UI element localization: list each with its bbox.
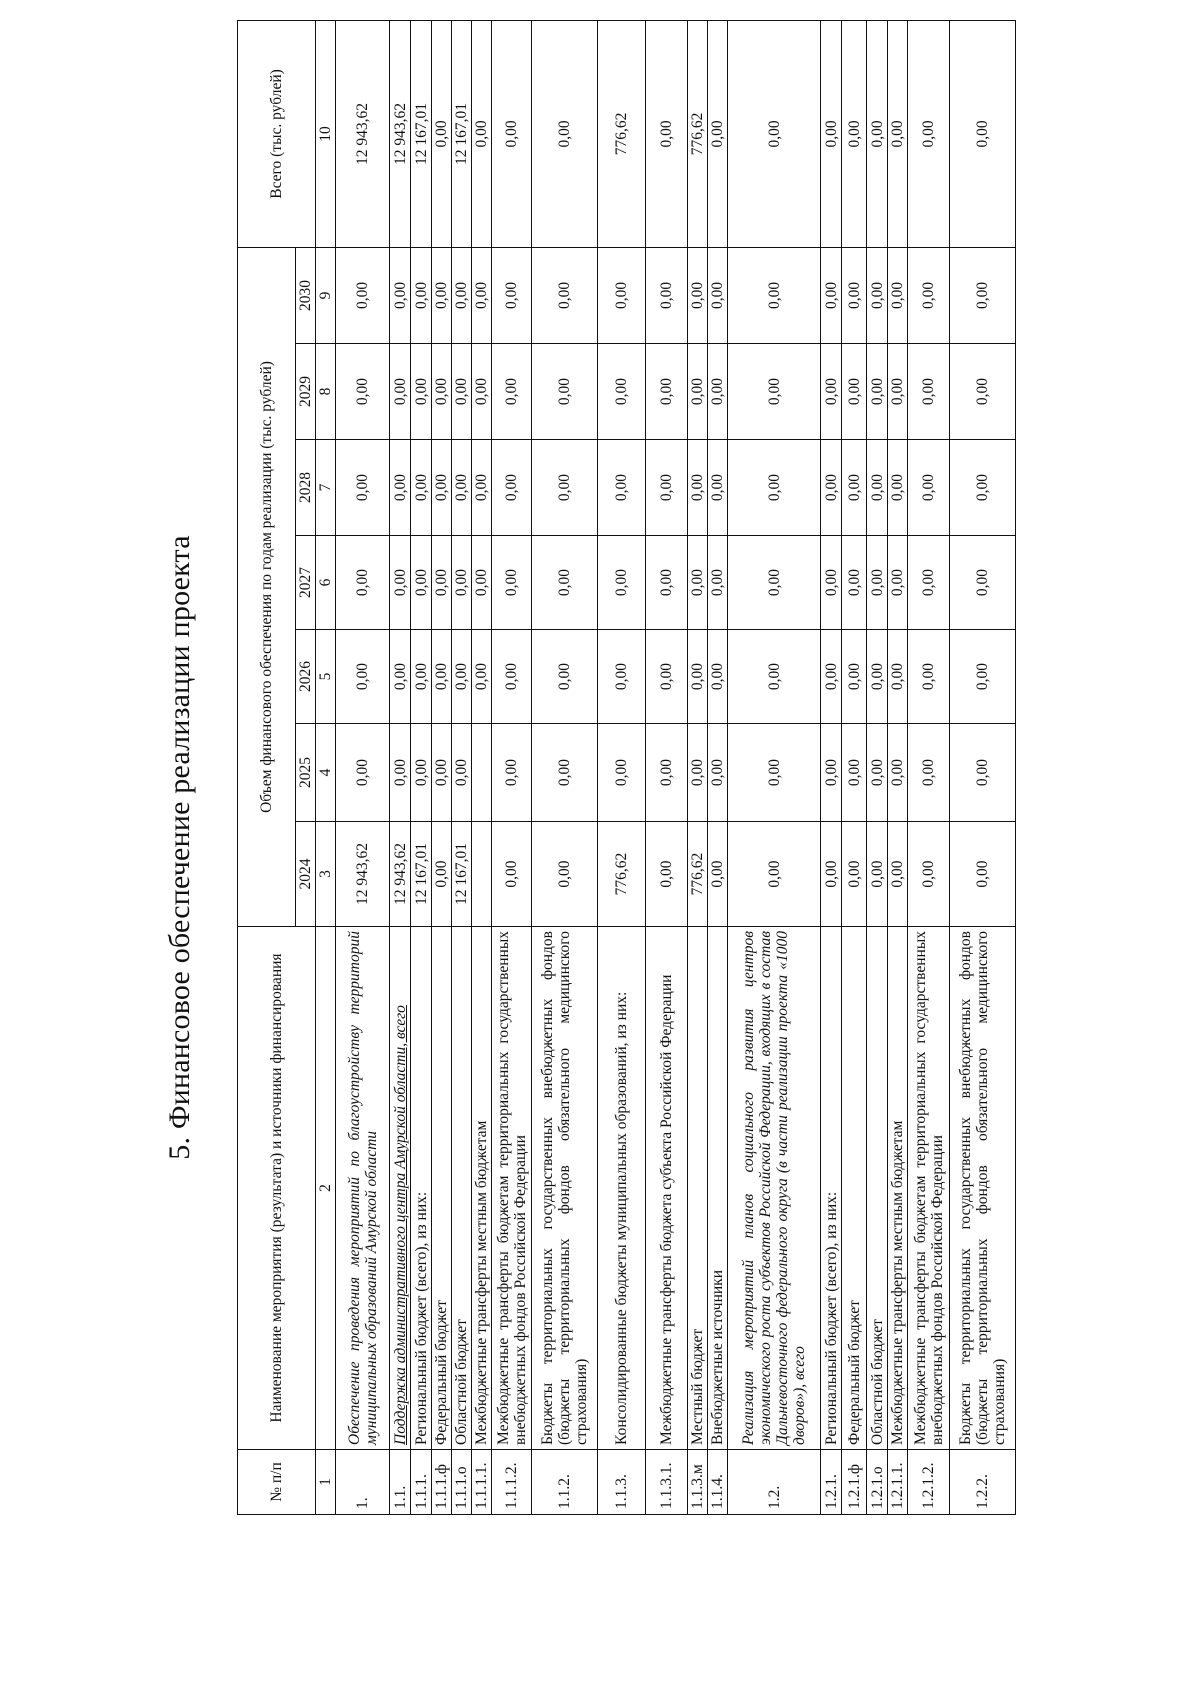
row-year-value: 0,00 — [646, 822, 688, 927]
row-year-value: 0,00 — [646, 724, 688, 822]
row-year-value: 0,00 — [646, 630, 688, 724]
row-year-value: 0,00 — [390, 247, 411, 343]
row-year-value: 0,00 — [472, 344, 492, 440]
header-total: Всего (тыс. рублей) — [238, 20, 316, 247]
row-year-value: 0,00 — [867, 344, 888, 440]
row-year-value: 0,00 — [432, 630, 452, 724]
column-index-cell: 2 — [316, 927, 336, 1450]
row-name: Областной бюджет — [452, 927, 472, 1450]
row-number: 1.1.1.2. — [492, 1450, 532, 1515]
row-year-value: 0,00 — [950, 822, 1016, 927]
row-year-value: 0,00 — [336, 630, 390, 724]
row-year-value: 0,00 — [432, 440, 452, 536]
row-year-value: 0,00 — [821, 536, 842, 630]
row-year-value: 0,00 — [598, 344, 646, 440]
row-year-value: 0,00 — [688, 724, 708, 822]
row-year-value: 0,00 — [432, 344, 452, 440]
row-year-value: 0,00 — [867, 536, 888, 630]
row-year-value: 0,00 — [821, 630, 842, 724]
row-year-value: 0,00 — [646, 536, 688, 630]
row-number: 1.1.3.1. — [646, 1450, 688, 1515]
row-year-value — [472, 724, 492, 822]
row-year-value: 0,00 — [646, 440, 688, 536]
row-name: Внебюджетные источники — [708, 927, 728, 1450]
row-name: Федеральный бюджет — [432, 927, 452, 1450]
row-name: Поддержка административного центра Амурской области, всего — [390, 927, 411, 1450]
row-year-value: 0,00 — [598, 630, 646, 724]
row-year-value: 0,00 — [532, 536, 598, 630]
table-row — [908, 20, 950, 1514]
row-year-value: 0,00 — [728, 822, 821, 927]
row-year-value: 0,00 — [821, 822, 842, 927]
row-number: 1.2.1.о — [867, 1450, 888, 1515]
row-number: 1.2. — [728, 1450, 821, 1515]
row-number: 1.1.1.о — [452, 1450, 472, 1515]
table-row — [472, 20, 492, 1514]
header-name: Наименование мероприятия (результата) и источники финансирования — [238, 927, 316, 1450]
row-number: 1.1.1.ф — [432, 1450, 452, 1515]
table-row — [336, 20, 390, 1514]
row-year-value: 0,00 — [708, 724, 728, 822]
row-year-value: 0,00 — [708, 247, 728, 343]
row-year-value: 0,00 — [598, 440, 646, 536]
row-year-value: 0,00 — [452, 724, 472, 822]
row-total: 0,00 — [842, 20, 867, 247]
column-index-cell: 6 — [316, 536, 336, 630]
row-year-value: 0,00 — [908, 822, 950, 927]
row-name: Межбюджетные трансферты местным бюджетам — [472, 927, 492, 1450]
row-year-value — [472, 822, 492, 927]
column-index-cell: 1 — [316, 1450, 336, 1515]
row-year-value: 0,00 — [532, 247, 598, 343]
row-year-value: 0,00 — [728, 630, 821, 724]
table-row — [452, 20, 472, 1514]
row-year-value: 0,00 — [908, 724, 950, 822]
row-year-value: 0,00 — [688, 344, 708, 440]
row-year-value: 0,00 — [867, 724, 888, 822]
row-year-value: 0,00 — [888, 630, 908, 724]
header-year: 2025 — [296, 724, 316, 822]
row-number: 1.2.1.ф — [842, 1450, 867, 1515]
row-year-value: 0,00 — [688, 630, 708, 724]
column-index-cell: 9 — [316, 247, 336, 343]
row-number: 1.1. — [390, 1450, 411, 1515]
row-year-value: 0,00 — [390, 536, 411, 630]
row-year-value: 0,00 — [390, 724, 411, 822]
row-number: 1. — [336, 1450, 390, 1515]
row-year-value: 0,00 — [888, 822, 908, 927]
row-year-value: 0,00 — [867, 247, 888, 343]
section-title: 5. Финансовое обеспечение реализации проекта — [163, 535, 196, 1160]
row-name: Местный бюджет — [688, 927, 708, 1450]
column-index-cell: 10 — [316, 20, 336, 247]
row-year-value: 776,62 — [598, 822, 646, 927]
row-year-value: 0,00 — [888, 247, 908, 343]
row-total: 0,00 — [708, 20, 728, 247]
row-year-value: 0,00 — [908, 247, 950, 343]
header-year: 2029 — [296, 344, 316, 440]
row-year-value: 0,00 — [708, 822, 728, 927]
row-year-value: 12 943,62 — [336, 822, 390, 927]
row-name: Межбюджетные трансферты бюджета субъекта Российской Федерации — [646, 927, 688, 1450]
row-year-value: 0,00 — [728, 247, 821, 343]
row-year-value: 0,00 — [532, 630, 598, 724]
row-year-value: 0,00 — [411, 440, 432, 536]
table-row — [708, 20, 728, 1514]
row-year-value: 0,00 — [888, 536, 908, 630]
row-year-value: 0,00 — [432, 724, 452, 822]
row-number: 1.2.1. — [821, 1450, 842, 1515]
table-body — [336, 20, 1016, 1514]
row-name: Межбюджетные трансферты бюджетам территориальных государственных внебюджетных фондов Российской Федерации — [908, 927, 950, 1450]
column-index-cell: 8 — [316, 344, 336, 440]
table-row — [821, 20, 842, 1514]
row-year-value: 0,00 — [728, 724, 821, 822]
row-name: Федеральный бюджет — [842, 927, 867, 1450]
row-number: 1.2.1.2. — [908, 1450, 950, 1515]
column-index-cell: 7 — [316, 440, 336, 536]
row-year-value: 0,00 — [950, 247, 1016, 343]
row-total: 0,00 — [646, 20, 688, 247]
row-year-value: 0,00 — [728, 344, 821, 440]
row-year-value: 0,00 — [728, 440, 821, 536]
row-year-value: 0,00 — [411, 724, 432, 822]
row-year-value: 0,00 — [842, 822, 867, 927]
row-number: 1.2.2. — [950, 1450, 1016, 1515]
row-year-value: 0,00 — [842, 247, 867, 343]
column-index-row — [316, 20, 336, 1514]
row-year-value: 12 943,62 — [390, 822, 411, 927]
row-year-value: 0,00 — [888, 724, 908, 822]
row-year-value: 0,00 — [492, 724, 532, 822]
row-year-value: 0,00 — [867, 440, 888, 536]
row-year-value: 0,00 — [411, 344, 432, 440]
table-row — [390, 20, 411, 1514]
row-year-value: 0,00 — [821, 247, 842, 343]
row-year-value: 0,00 — [472, 440, 492, 536]
row-name: Обеспечение проведения мероприятий по благоустройству территорий муниципальных образований Амурской области — [336, 927, 390, 1450]
row-total: 0,00 — [432, 20, 452, 247]
table-row — [492, 20, 532, 1514]
row-year-value: 0,00 — [492, 247, 532, 343]
row-total: 776,62 — [688, 20, 708, 247]
row-year-value: 0,00 — [432, 247, 452, 343]
header-number: № п/п — [238, 1450, 316, 1515]
table-row — [688, 20, 708, 1514]
table-row — [867, 20, 888, 1514]
table-row — [888, 20, 908, 1514]
row-name: Бюджеты территориальных государственных внебюджетных фондов (бюджеты территориальных фондов обязательного медицинского страхования) — [532, 927, 598, 1450]
row-total: 12 167,01 — [411, 20, 432, 247]
row-year-value: 0,00 — [532, 724, 598, 822]
row-year-value: 0,00 — [598, 536, 646, 630]
row-name: Консолидированные бюджеты муниципальных образований, из них: — [598, 927, 646, 1450]
row-year-value: 0,00 — [950, 440, 1016, 536]
row-year-value: 0,00 — [532, 344, 598, 440]
row-year-value: 0,00 — [867, 822, 888, 927]
row-number: 1.2.1.1. — [888, 1450, 908, 1515]
row-year-value: 776,62 — [688, 822, 708, 927]
row-year-value: 0,00 — [708, 440, 728, 536]
row-year-value: 0,00 — [821, 344, 842, 440]
row-number: 1.1.4. — [708, 1450, 728, 1515]
column-index-cell: 5 — [316, 630, 336, 724]
row-year-value: 0,00 — [950, 724, 1016, 822]
row-name: Региональный бюджет (всего), из них: — [411, 927, 432, 1450]
row-year-value: 0,00 — [336, 440, 390, 536]
row-year-value: 0,00 — [432, 536, 452, 630]
row-year-value: 0,00 — [411, 247, 432, 343]
row-year-value: 0,00 — [452, 344, 472, 440]
row-year-value: 0,00 — [492, 536, 532, 630]
row-number: 1.1.3.м — [688, 1450, 708, 1515]
row-year-value: 0,00 — [888, 344, 908, 440]
row-year-value: 0,00 — [708, 344, 728, 440]
table-row — [728, 20, 821, 1514]
row-year-value: 0,00 — [472, 536, 492, 630]
row-year-value: 0,00 — [708, 536, 728, 630]
row-year-value: 0,00 — [646, 344, 688, 440]
row-year-value: 0,00 — [646, 247, 688, 343]
row-number: 1.1.3. — [598, 1450, 646, 1515]
row-year-value: 0,00 — [842, 724, 867, 822]
row-year-value: 0,00 — [532, 822, 598, 927]
row-total: 0,00 — [867, 20, 888, 247]
row-year-value: 0,00 — [908, 630, 950, 724]
header-year: 2027 — [296, 536, 316, 630]
row-total: 0,00 — [532, 20, 598, 247]
row-year-value: 0,00 — [708, 630, 728, 724]
header-year: 2024 — [296, 822, 316, 927]
row-year-value: 0,00 — [452, 630, 472, 724]
row-name: Областной бюджет — [867, 927, 888, 1450]
row-year-value: 0,00 — [390, 630, 411, 724]
header-year: 2030 — [296, 247, 316, 343]
header-year: 2026 — [296, 630, 316, 724]
row-total: 0,00 — [888, 20, 908, 247]
row-total: 12 167,01 — [452, 20, 472, 247]
row-year-value: 0,00 — [908, 344, 950, 440]
row-name: Реализация мероприятий планов социального развития центров экономического роста субъектов Российской Федерации, входящих в состав Дальневосточного федерального округа (в части реализации проекта «1000 дворов»), всего — [728, 927, 821, 1450]
row-year-value: 0,00 — [492, 440, 532, 536]
row-total: 0,00 — [728, 20, 821, 247]
row-year-value: 0,00 — [908, 536, 950, 630]
row-year-value: 0,00 — [411, 536, 432, 630]
row-number: 1.1.1.1. — [472, 1450, 492, 1515]
table-row — [411, 20, 432, 1514]
row-year-value: 0,00 — [336, 344, 390, 440]
column-index-cell: 3 — [316, 822, 336, 927]
row-total: 0,00 — [821, 20, 842, 247]
row-year-value: 0,00 — [492, 822, 532, 927]
row-year-value: 0,00 — [492, 630, 532, 724]
row-year-value: 0,00 — [472, 247, 492, 343]
row-year-value: 0,00 — [888, 440, 908, 536]
table-row — [950, 20, 1016, 1514]
row-year-value: 0,00 — [472, 630, 492, 724]
row-year-value: 0,00 — [950, 344, 1016, 440]
column-index-cell: 4 — [316, 724, 336, 822]
row-year-value: 0,00 — [821, 440, 842, 536]
row-year-value: 0,00 — [908, 440, 950, 536]
row-year-value: 0,00 — [336, 536, 390, 630]
row-total: 12 943,62 — [390, 20, 411, 247]
row-year-value: 0,00 — [452, 247, 472, 343]
row-year-value: 0,00 — [821, 724, 842, 822]
row-year-value: 0,00 — [492, 344, 532, 440]
table-row — [598, 20, 646, 1514]
row-year-value: 0,00 — [728, 536, 821, 630]
row-total: 0,00 — [472, 20, 492, 247]
row-year-value: 0,00 — [842, 440, 867, 536]
row-year-value: 0,00 — [336, 247, 390, 343]
row-total: 0,00 — [908, 20, 950, 247]
row-year-value: 0,00 — [688, 440, 708, 536]
row-year-value: 0,00 — [950, 630, 1016, 724]
row-year-value: 0,00 — [950, 536, 1016, 630]
row-total: 776,62 — [598, 20, 646, 247]
row-year-value: 0,00 — [842, 344, 867, 440]
table-row — [646, 20, 688, 1514]
row-year-value: 0,00 — [598, 247, 646, 343]
row-name: Бюджеты территориальных государственных внебюджетных фондов (бюджеты территориальных фондов обязательного медицинского страхования) — [950, 927, 1016, 1450]
row-name: Межбюджетные трансферты местным бюджетам — [888, 927, 908, 1450]
header-year: 2028 — [296, 440, 316, 536]
row-year-value: 0,00 — [390, 440, 411, 536]
row-year-value: 0,00 — [688, 247, 708, 343]
row-number: 1.1.1. — [411, 1450, 432, 1515]
row-year-value: 0,00 — [411, 630, 432, 724]
table-row — [532, 20, 598, 1514]
table-row — [842, 20, 867, 1514]
row-total: 0,00 — [950, 20, 1016, 247]
header-row-1 — [238, 20, 296, 1514]
row-year-value: 0,00 — [452, 536, 472, 630]
row-year-value: 0,00 — [688, 536, 708, 630]
row-year-value: 0,00 — [452, 440, 472, 536]
table-row — [432, 20, 452, 1514]
row-year-value: 0,00 — [390, 344, 411, 440]
row-year-value: 12 167,01 — [452, 822, 472, 927]
header-volume: Объем финансового обеспечения по годам реализации (тыс. рублей) — [238, 247, 296, 926]
row-name: Региональный бюджет (всего), из них: — [821, 927, 842, 1450]
row-year-value: 0,00 — [867, 630, 888, 724]
row-year-value: 0,00 — [842, 630, 867, 724]
row-total: 12 943,62 — [336, 20, 390, 247]
row-year-value: 0,00 — [336, 724, 390, 822]
row-year-value: 0,00 — [842, 536, 867, 630]
row-total: 0,00 — [492, 20, 532, 247]
row-name: Межбюджетные трансферты бюджетам территориальных государственных внебюджетных фондов Российской Федерации — [492, 927, 532, 1450]
row-number: 1.1.2. — [532, 1450, 598, 1515]
row-year-value: 12 167,01 — [411, 822, 432, 927]
financing-table — [237, 20, 1016, 1515]
row-year-value: 0,00 — [598, 724, 646, 822]
row-year-value: 0,00 — [432, 822, 452, 927]
row-year-value: 0,00 — [532, 440, 598, 536]
